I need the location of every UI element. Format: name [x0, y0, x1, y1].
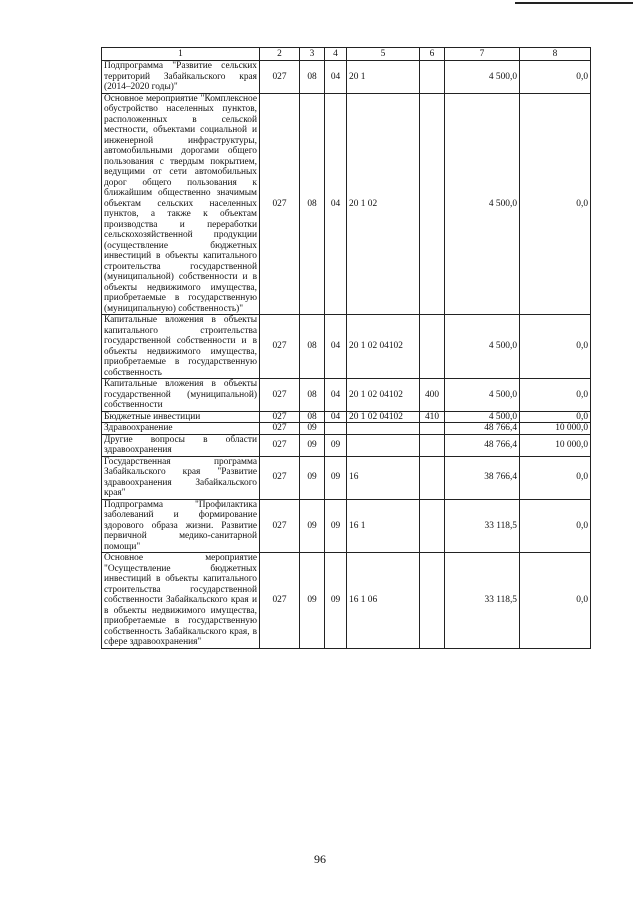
section-cell: 09 — [300, 434, 325, 456]
amount-cell: 33 118,5 — [445, 499, 520, 553]
table-row — [102, 61, 591, 94]
row-name-cell: Государственная программа Забайкальского края "Развитие здравоохранения Забайкальского края" — [102, 456, 260, 499]
page-number: 96 — [314, 852, 326, 866]
expense-type-cell — [420, 423, 445, 435]
table-row — [102, 423, 591, 435]
column-header: 4 — [325, 48, 347, 61]
section-cell: 08 — [300, 315, 325, 379]
table-row — [102, 456, 591, 499]
target-article-cell: 16 1 06 — [347, 553, 420, 649]
expense-type-cell — [420, 93, 445, 315]
expense-type-cell: 410 — [420, 411, 445, 423]
row-name-cell: Основное мероприятие "Осуществление бюджетных инвестиций в объекты капитального строительства государственной собственности Забайкальского края и в объекты недвижимого имущества, приобретаемые в государственную собственность Забайкальского края, в сфере здравоохранения" — [102, 553, 260, 649]
ministry-code-cell: 027 — [260, 411, 300, 423]
expense-type-cell: 400 — [420, 379, 445, 412]
table-row — [102, 434, 591, 456]
target-article-cell: 16 1 — [347, 499, 420, 553]
amount-cell: 33 118,5 — [445, 553, 520, 649]
subsection-cell — [325, 423, 347, 435]
row-name-cell: Подпрограмма "Развитие сельских территорий Забайкальского края (2014–2020 годы)" — [102, 61, 260, 94]
subsection-cell: 09 — [325, 434, 347, 456]
column-header: 8 — [520, 48, 591, 61]
ministry-code-cell: 027 — [260, 315, 300, 379]
column-header: 3 — [300, 48, 325, 61]
subsection-cell: 04 — [325, 315, 347, 379]
column-header: 1 — [102, 48, 260, 61]
section-cell: 09 — [300, 456, 325, 499]
row-name-cell: Подпрограмма "Профилактика заболеваний и формирование здорового образа жизни. Развитие первичной медико-санитарной помощи" — [102, 499, 260, 553]
amount-cell: 10 000,0 — [520, 423, 591, 435]
row-name-cell: Основное мероприятие "Комплексное обустройство населенных пунктов, расположенных в сельской местности, объектами социальной и инженерной инфраструктуры, автомобильными дорогами общего пользования с твердым покрытием, ведущими от сети автомобильных дорог общего пользования к ближайшим общественно значимым объектам сельских населенных пунктов, а также к объектам производства и переработки сельскохозяйственной продукции (осуществление бюджетных инвестиций в объекты капитального строительства государственной (муниципальной) собственности и в объекты недвижимого имущества, приобретаемые в государственную (муниципальную) собственность)" — [102, 93, 260, 315]
ministry-code-cell: 027 — [260, 93, 300, 315]
target-article-cell: 20 1 02 04102 — [347, 411, 420, 423]
column-header: 7 — [445, 48, 520, 61]
row-name-cell: Капитальные вложения в объекты государственной (муниципальной) собственности — [102, 379, 260, 412]
amount-cell: 0,0 — [520, 499, 591, 553]
row-name-cell: Бюджетные инвестиции — [102, 411, 260, 423]
amount-cell: 0,0 — [520, 411, 591, 423]
budget-table — [101, 47, 591, 649]
amount-cell: 0,0 — [520, 553, 591, 649]
amount-cell: 4 500,0 — [445, 379, 520, 412]
subsection-cell: 09 — [325, 553, 347, 649]
expense-type-cell — [420, 61, 445, 94]
ministry-code-cell: 027 — [260, 61, 300, 94]
amount-cell: 0,0 — [520, 456, 591, 499]
target-article-cell: 20 1 02 04102 — [347, 379, 420, 412]
subsection-cell: 04 — [325, 411, 347, 423]
table-header-row — [102, 48, 591, 61]
expense-type-cell — [420, 553, 445, 649]
expense-type-cell — [420, 456, 445, 499]
target-article-cell: 20 1 02 — [347, 93, 420, 315]
amount-cell: 0,0 — [520, 379, 591, 412]
target-article-cell: 20 1 02 04102 — [347, 315, 420, 379]
ministry-code-cell: 027 — [260, 423, 300, 435]
section-cell: 08 — [300, 379, 325, 412]
section-cell: 08 — [300, 61, 325, 94]
amount-cell: 4 500,0 — [445, 93, 520, 315]
amount-cell: 4 500,0 — [445, 411, 520, 423]
amount-cell: 4 500,0 — [445, 61, 520, 94]
section-cell: 09 — [300, 423, 325, 435]
column-header: 2 — [260, 48, 300, 61]
amount-cell: 0,0 — [520, 93, 591, 315]
subsection-cell: 09 — [325, 499, 347, 553]
table-row — [102, 93, 591, 315]
subsection-cell: 04 — [325, 61, 347, 94]
row-name-cell: Здравоохранение — [102, 423, 260, 435]
section-cell: 08 — [300, 411, 325, 423]
subsection-cell: 04 — [325, 379, 347, 412]
target-article-cell — [347, 423, 420, 435]
amount-cell: 10 000,0 — [520, 434, 591, 456]
ministry-code-cell: 027 — [260, 379, 300, 412]
amount-cell: 48 766,4 — [445, 423, 520, 435]
section-cell: 08 — [300, 93, 325, 315]
ministry-code-cell: 027 — [260, 456, 300, 499]
subsection-cell: 04 — [325, 93, 347, 315]
amount-cell: 38 766,4 — [445, 456, 520, 499]
top-rule — [515, 2, 633, 4]
amount-cell: 48 766,4 — [445, 434, 520, 456]
expense-type-cell — [420, 434, 445, 456]
table-row — [102, 411, 591, 423]
ministry-code-cell: 027 — [260, 553, 300, 649]
amount-cell: 4 500,0 — [445, 315, 520, 379]
amount-cell: 0,0 — [520, 315, 591, 379]
expense-type-cell — [420, 499, 445, 553]
target-article-cell: 20 1 — [347, 61, 420, 94]
row-name-cell: Капитальные вложения в объекты капитального строительства государственной собственности и в объекты недвижимого имущества, приобретаемые в государственную собственность — [102, 315, 260, 379]
ministry-code-cell: 027 — [260, 434, 300, 456]
table-row — [102, 553, 591, 649]
row-name-cell: Другие вопросы в области здравоохранения — [102, 434, 260, 456]
column-header: 5 — [347, 48, 420, 61]
expense-type-cell — [420, 315, 445, 379]
table-row — [102, 315, 591, 379]
table-row — [102, 379, 591, 412]
amount-cell: 0,0 — [520, 61, 591, 94]
target-article-cell — [347, 434, 420, 456]
section-cell: 09 — [300, 553, 325, 649]
target-article-cell: 16 — [347, 456, 420, 499]
ministry-code-cell: 027 — [260, 499, 300, 553]
section-cell: 09 — [300, 499, 325, 553]
subsection-cell: 09 — [325, 456, 347, 499]
table-row — [102, 499, 591, 553]
column-header: 6 — [420, 48, 445, 61]
